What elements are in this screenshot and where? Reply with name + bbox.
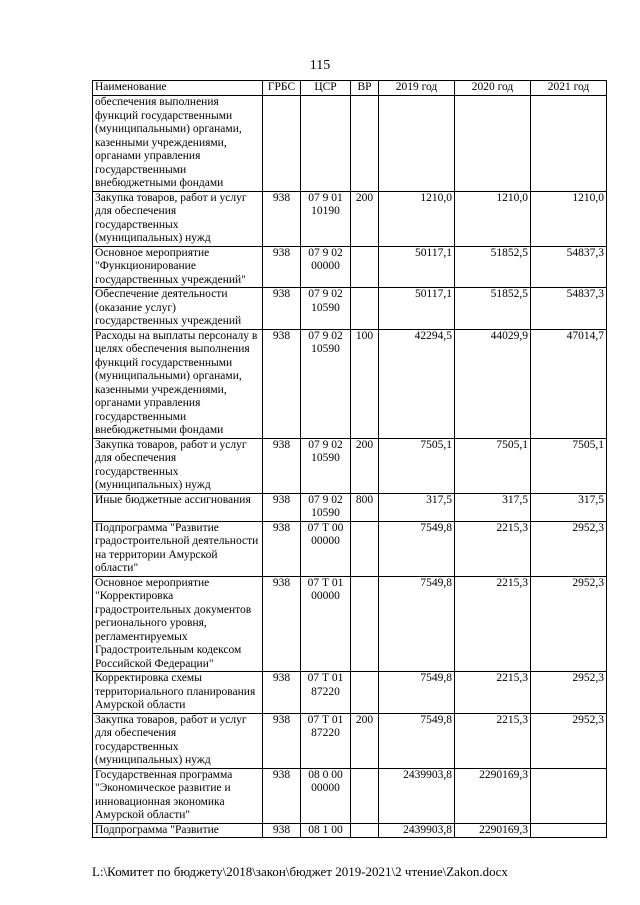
row-2019-cell: 1210,0 (379, 191, 455, 246)
row-name-cell: Обеспечение деятельности (оказание услуг) государственных учреждений (93, 288, 263, 330)
table-row (93, 823, 607, 838)
row-2020-cell: 51852,5 (455, 288, 531, 330)
row-grbs-cell: 938 (263, 672, 301, 714)
row-2019-cell: 7549,8 (379, 713, 455, 768)
row-csr-cell: 07 9 01 10190 (301, 191, 351, 246)
file-path-footer: L:\Комитет по бюджету\2018\закон\бюджет 2019-2021\2 чтение\Zakon.docx (92, 864, 508, 879)
table-row (93, 191, 607, 246)
table-body (93, 96, 607, 838)
row-2019-cell: 7549,8 (379, 576, 455, 672)
row-2020-cell: 1210,0 (455, 191, 531, 246)
row-name-cell: Подпрограмма "Развитие (93, 823, 263, 838)
row-csr-cell: 07 Т 01 87220 (301, 672, 351, 714)
row-2021-cell: 317,5 (531, 493, 607, 521)
row-2020-cell: 2215,3 (455, 713, 531, 768)
row-2021-cell: 1210,0 (531, 191, 607, 246)
table-row (93, 288, 607, 330)
row-csr-cell: 07 9 02 00000 (301, 246, 351, 288)
row-2020-cell: 2215,3 (455, 521, 531, 576)
row-name-cell: Закупка товаров, работ и услуг для обеспечения государственных (муниципальных) нужд (93, 438, 263, 493)
header-2021: 2021 год (531, 81, 607, 96)
row-name-cell: Закупка товаров, работ и услуг для обеспечения государственных (муниципальных) нужд (93, 191, 263, 246)
row-2021-cell: 54837,3 (531, 288, 607, 330)
row-2021-cell: 2952,3 (531, 521, 607, 576)
row-2019-cell: 317,5 (379, 493, 455, 521)
row-vr-cell: 800 (351, 493, 379, 521)
row-name-cell: Государственная программа "Экономическое развитие и инновационная экономика Амурской области" (93, 768, 263, 823)
row-name-cell: Подпрограмма "Развитие градостроительной деятельности на территории Амурской области" (93, 521, 263, 576)
row-2021-cell: 2952,3 (531, 713, 607, 768)
row-grbs-cell: 938 (263, 288, 301, 330)
row-csr-cell: 07 9 02 10590 (301, 493, 351, 521)
row-grbs-cell: 938 (263, 438, 301, 493)
row-2020-cell: 51852,5 (455, 246, 531, 288)
row-2020-cell: 2215,3 (455, 672, 531, 714)
row-vr-cell (351, 576, 379, 672)
row-2021-cell: 7505,1 (531, 438, 607, 493)
row-2019-cell: 50117,1 (379, 288, 455, 330)
row-2020-cell: 2215,3 (455, 576, 531, 672)
row-vr-cell (351, 96, 379, 192)
row-2021-cell (531, 96, 607, 192)
row-2019-cell: 2439903,8 (379, 768, 455, 823)
row-2021-cell: 47014,7 (531, 329, 607, 438)
row-name-cell: Основное мероприятие "Функционирование государственных учреждений" (93, 246, 263, 288)
row-vr-cell (351, 768, 379, 823)
table-row (93, 521, 607, 576)
page-number: 115 (309, 58, 331, 73)
row-csr-cell: 07 Т 01 87220 (301, 713, 351, 768)
header-2019: 2019 год (379, 81, 455, 96)
row-csr-cell: 07 Т 01 00000 (301, 576, 351, 672)
row-grbs-cell: 938 (263, 713, 301, 768)
row-grbs-cell: 938 (263, 329, 301, 438)
row-name-cell: Иные бюджетные ассигнования (93, 493, 263, 521)
row-vr-cell: 200 (351, 438, 379, 493)
row-vr-cell (351, 288, 379, 330)
row-csr-cell: 08 1 00 (301, 823, 351, 838)
row-2020-cell: 317,5 (455, 493, 531, 521)
row-2021-cell: 2952,3 (531, 672, 607, 714)
row-name-cell: обеспечения выполнения функций государственными (муниципальными) органами, казенными учреждениями, органами управления государственными внебюджетными фондами (93, 96, 263, 192)
row-2020-cell: 44029,9 (455, 329, 531, 438)
row-2021-cell (531, 768, 607, 823)
table-row (93, 329, 607, 438)
row-2020-cell: 2290169,3 (455, 768, 531, 823)
table-row (93, 493, 607, 521)
row-grbs-cell: 938 (263, 521, 301, 576)
row-2020-cell (455, 96, 531, 192)
row-csr-cell: 07 Т 00 00000 (301, 521, 351, 576)
header-csr: ЦСР (301, 81, 351, 96)
row-name-cell: Корректировка схемы территориального планирования Амурской области (93, 672, 263, 714)
row-csr-cell (301, 96, 351, 192)
row-csr-cell: 07 9 02 10590 (301, 288, 351, 330)
row-name-cell: Расходы на выплаты персоналу в целях обеспечения выполнения функций государственными (муниципальными) органами, казенными учреждениями, органами управления государственными внебюджетными фондами (93, 329, 263, 438)
row-2019-cell: 50117,1 (379, 246, 455, 288)
row-csr-cell: 07 9 02 10590 (301, 329, 351, 438)
row-grbs-cell: 938 (263, 246, 301, 288)
row-grbs-cell (263, 96, 301, 192)
row-vr-cell (351, 672, 379, 714)
row-vr-cell: 100 (351, 329, 379, 438)
row-csr-cell: 08 0 00 00000 (301, 768, 351, 823)
row-2019-cell: 7549,8 (379, 521, 455, 576)
row-2019-cell: 42294,5 (379, 329, 455, 438)
header-name: Наименование (93, 81, 263, 96)
row-2019-cell: 7505,1 (379, 438, 455, 493)
row-name-cell: Основное мероприятие "Корректировка градостроительных документов регионального уровня, регламентируемых Градостроительным кодексом Российской Федерации" (93, 576, 263, 672)
table-row (93, 576, 607, 672)
row-name-cell: Закупка товаров, работ и услуг для обеспечения государственных (муниципальных) нужд (93, 713, 263, 768)
table-header-row (93, 81, 607, 96)
row-grbs-cell: 938 (263, 768, 301, 823)
row-grbs-cell: 938 (263, 493, 301, 521)
table-row (93, 438, 607, 493)
table-row (93, 672, 607, 714)
row-2019-cell: 7549,8 (379, 672, 455, 714)
row-vr-cell: 200 (351, 713, 379, 768)
row-2020-cell: 7505,1 (455, 438, 531, 493)
row-csr-cell: 07 9 02 10590 (301, 438, 351, 493)
row-vr-cell: 200 (351, 191, 379, 246)
table-row (93, 768, 607, 823)
row-grbs-cell: 938 (263, 191, 301, 246)
row-2019-cell (379, 96, 455, 192)
budget-table (92, 80, 607, 838)
row-grbs-cell: 938 (263, 576, 301, 672)
row-vr-cell (351, 246, 379, 288)
table-row (93, 246, 607, 288)
table-row (93, 96, 607, 192)
row-vr-cell (351, 521, 379, 576)
row-2021-cell: 2952,3 (531, 576, 607, 672)
row-2021-cell (531, 823, 607, 838)
row-2021-cell: 54837,3 (531, 246, 607, 288)
row-2019-cell: 2439903,8 (379, 823, 455, 838)
header-2020: 2020 год (455, 81, 531, 96)
row-vr-cell (351, 823, 379, 838)
header-grbs: ГРБС (263, 81, 301, 96)
row-grbs-cell: 938 (263, 823, 301, 838)
row-2020-cell: 2290169,3 (455, 823, 531, 838)
header-vr: ВР (351, 81, 379, 96)
table-row (93, 713, 607, 768)
